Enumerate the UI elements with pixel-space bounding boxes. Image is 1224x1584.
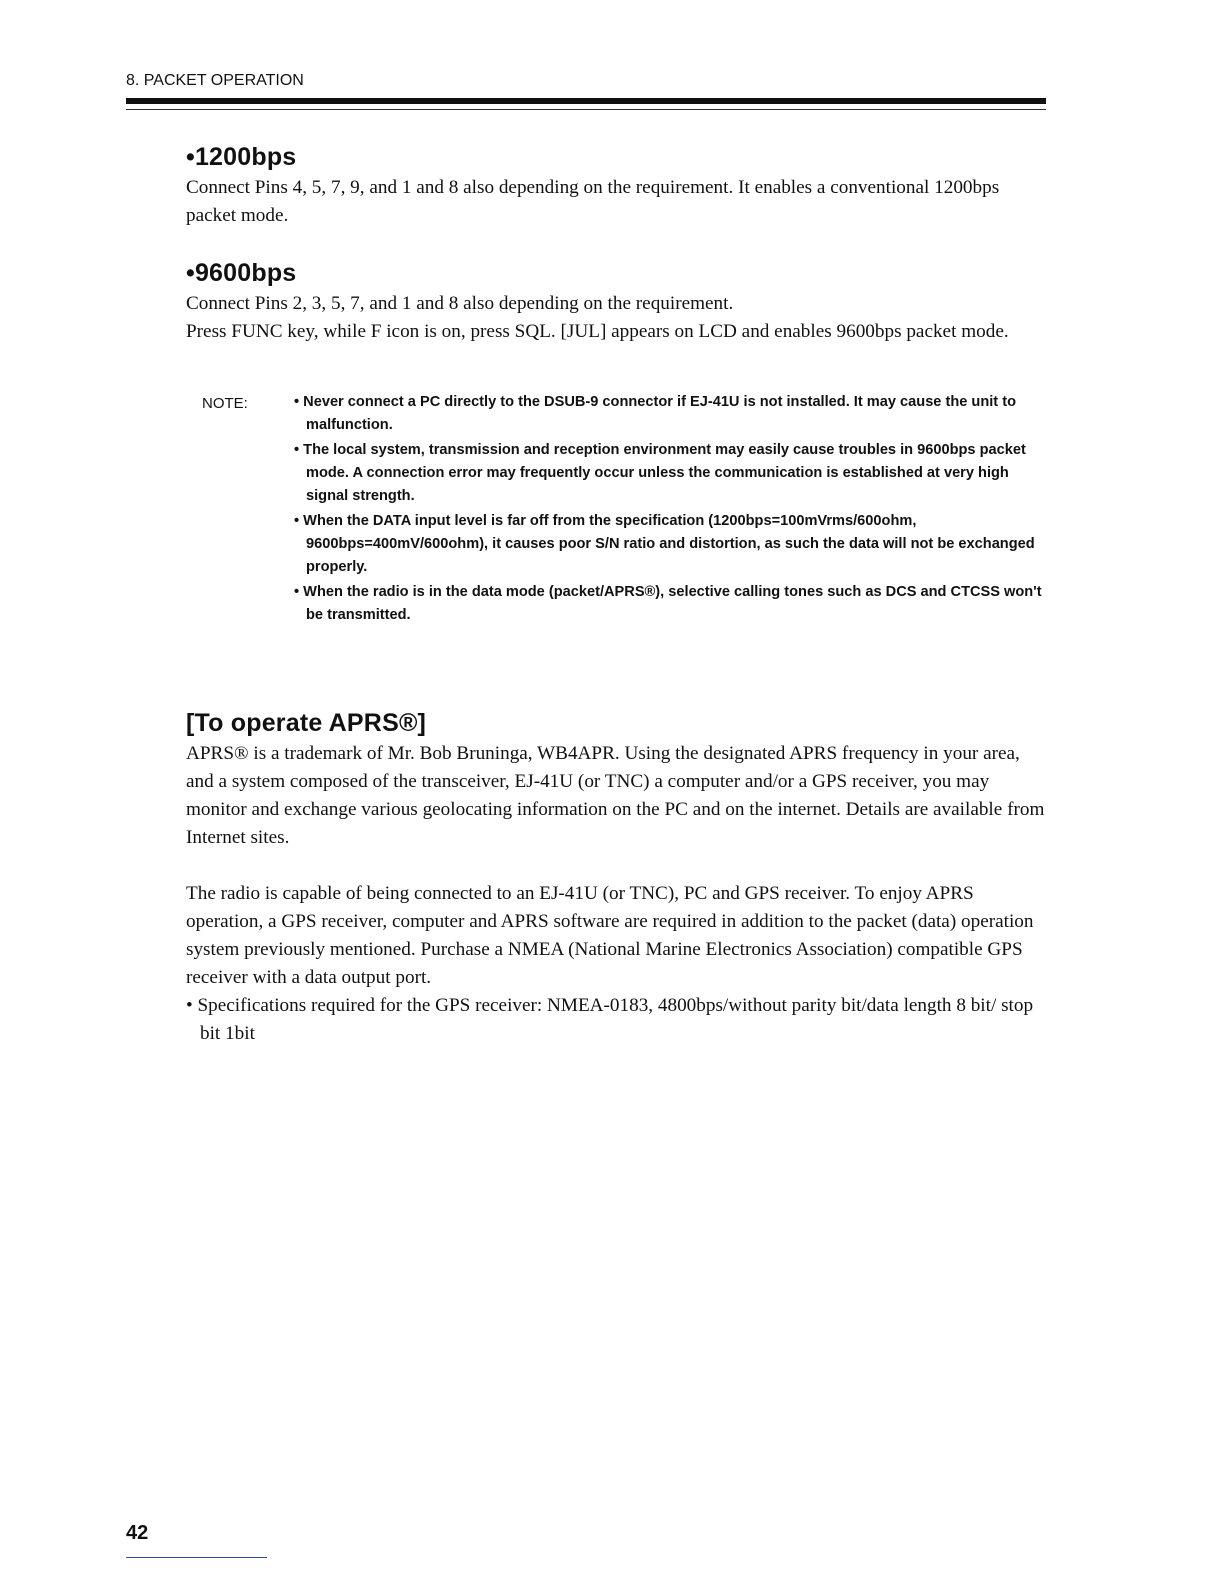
header-rule-thin [126,109,1046,110]
section-header: 8. PACKET OPERATION [126,72,304,89]
paragraph-aprs-intro: APRS® is a trademark of Mr. Bob Bruninga, WB4APR. Using the designated APRS frequency in your area, and a system composed of the transceiver, EJ-41U (or TNC) a computer and/or a GPS receiver, you may monitor and exchange various geolocating information on the PC and on the internet. Details are available from Internet sites. [186,743,1045,848]
paragraph-aprs-requirements: The radio is capable of being connected to an EJ-41U (or TNC), PC and GPS receiver. To enjoy APRS operation, a GPS receiver, computer and APRS software are required in addition to the packet (data) operation system previously mentioned. Purchase a NMEA (National Marine Electronics Association) compatible GPS receiver with a data output port. [186,883,1034,988]
paragraph-9600bps-pins: Connect Pins 2, 3, 5, 7, and 1 and 8 also depending on the requirement. [186,293,734,314]
heading-aprs: [To operate APRS®] [186,709,427,737]
note-label: NOTE: [202,395,248,412]
note-item: • The local system, transmission and reception environment may easily cause troubles in 9600bps packet mode. A connection error may frequently occur unless the communication is established at very high signal strength. [294,439,1046,508]
heading-9600bps: •9600bps [186,259,297,287]
section-1200bps [186,143,1046,230]
note-list [294,391,1046,629]
section-aprs [186,709,1046,1048]
note-item: • Never connect a PC directly to the DSUB-9 connector if EJ-41U is not installed. It may cause the unit to malfunction. [294,391,1046,437]
header-rule-thick [126,98,1046,104]
footer-rule [126,1557,267,1558]
gps-spec-bullet: • Specifications required for the GPS receiver: NMEA-0183, 4800bps/without parity bit/data length 8 bit/ stop bit 1bit [186,995,1034,1044]
heading-1200bps: •1200bps [186,143,297,171]
section-9600bps [186,259,1046,346]
page-number: 42 [126,1522,149,1544]
paragraph-9600bps-func: Press FUNC key, while F icon is on, press SQL. [JUL] appears on LCD and enables 9600bps packet mode. [186,321,1009,342]
note-item: • When the radio is in the data mode (packet/APRS®), selective calling tones such as DCS and CTCSS won't be transmitted. [294,581,1046,627]
note-item: • When the DATA input level is far off from the specification (1200bps=100mVrms/600ohm, 9600bps=400mV/600ohm), it causes poor S/N ratio and distortion, as such the data will not be exchanged properly. [294,510,1046,579]
paragraph-1200bps: Connect Pins 4, 5, 7, 9, and 1 and 8 also depending on the requirement. It enables a conventional 1200bps packet mode. [186,177,1000,226]
